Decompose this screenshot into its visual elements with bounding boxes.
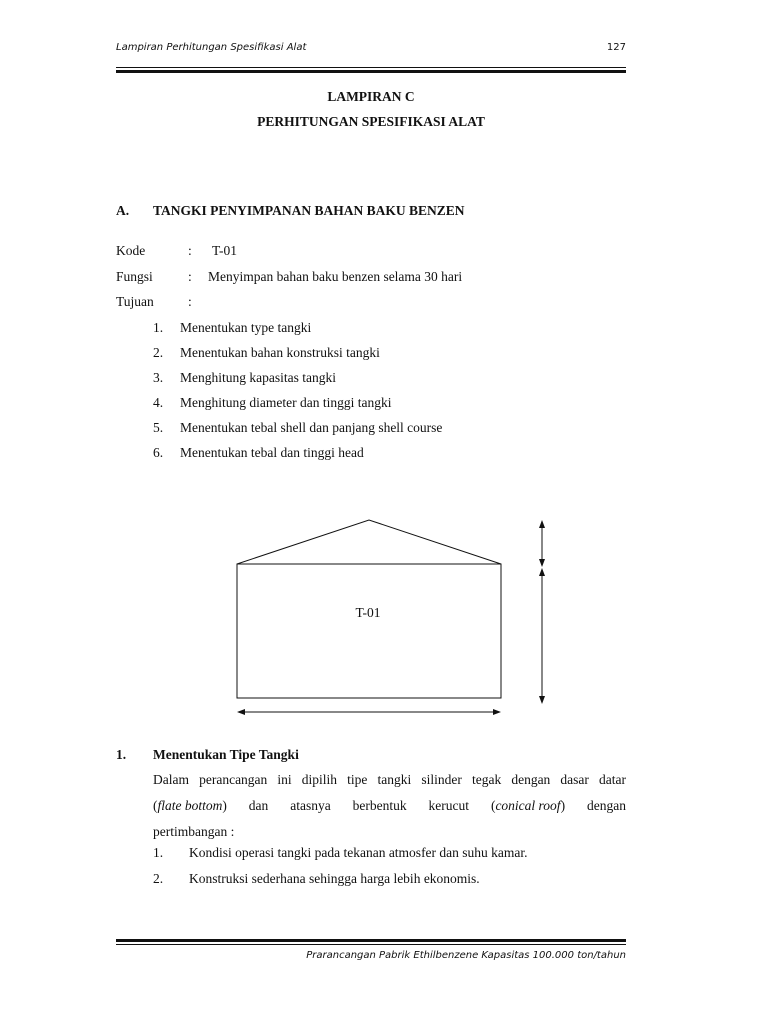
field-fungsi-colon: : (188, 269, 192, 284)
list-number: 3. (153, 370, 164, 385)
field-tujuan-label: Tujuan (116, 294, 154, 309)
list-text: Menghitung diameter dan tinggi tangki (180, 395, 392, 410)
field-kode-colon: : (188, 243, 192, 258)
paragraph-word: (flate bottom) (153, 798, 227, 813)
list-number: 1. (153, 320, 164, 335)
paragraph-word: berbentuk (352, 798, 407, 813)
field-tujuan-colon: : (188, 294, 192, 309)
diameter-arrow-head-right (493, 709, 501, 715)
field-kode-label: Kode (116, 243, 146, 258)
list-text: Menentukan bahan konstruksi tangki (180, 345, 380, 360)
tank-shell (237, 564, 501, 698)
section-1-title: Menentukan Tipe Tangki (153, 747, 299, 762)
list-number: 6. (153, 445, 164, 460)
field-kode-value: T-01 (212, 243, 238, 258)
list-text: Konstruksi sederhana sehingga harga lebih ekonomis. (189, 871, 480, 886)
paragraph-word: (conical roof) (490, 798, 566, 813)
list-number: 4. (153, 395, 164, 410)
paragraph-word: atasnya (290, 798, 331, 813)
appendix-subtitle: PERHITUNGAN SPESIFIKASI ALAT (257, 114, 485, 129)
paragraph-word: dengan (586, 798, 626, 813)
list-number: 1. (153, 845, 164, 860)
list-text: Menghitung kapasitas tangki (180, 370, 336, 385)
list-text: Menentukan tebal dan tinggi head (180, 445, 364, 460)
paragraph-line-3: pertimbangan : (153, 824, 235, 839)
footer-rule-thin (116, 944, 626, 945)
list-text: Menentukan tebal shell dan panjang shell course (180, 420, 443, 435)
paragraph-line-1: Dalam perancangan ini dipilih tipe tangki silinder tegak dengan dasar datar (153, 772, 626, 787)
header-title: Lampiran Perhitungan Spesifikasi Alat (116, 42, 307, 53)
page-number: 127 (606, 42, 626, 53)
paragraph-word: kerucut (428, 798, 470, 813)
shell-arrow-head-top (539, 568, 545, 576)
paragraph-line-2 (153, 793, 626, 819)
shell-arrow-head-bottom (539, 696, 545, 704)
tank-label: T-01 (355, 605, 381, 620)
paragraph-word: dan (248, 798, 269, 813)
list-text: Menentukan type tangki (180, 320, 312, 335)
list-number: 2. (153, 871, 164, 886)
section-a-title: TANGKI PENYIMPANAN BAHAN BAKU BENZEN (153, 203, 465, 218)
section-a-number: A. (116, 203, 130, 218)
section-1-number: 1. (116, 747, 127, 762)
footer-rule-thick (116, 939, 626, 942)
diameter-arrow-head-left (237, 709, 245, 715)
list-text: Kondisi operasi tangki pada tekanan atmosfer dan suhu kamar. (189, 845, 528, 860)
roof-arrow-head-bottom (539, 559, 545, 567)
running-footer: Prarancangan Pabrik Ethilbenzene Kapasitas 100.000 ton/tahun (306, 950, 626, 961)
paragraph (153, 767, 626, 845)
roof-arrow-head-top (539, 520, 545, 528)
list-number: 2. (153, 345, 164, 360)
field-fungsi-value: Menyimpan bahan baku benzen selama 30 hari (208, 269, 463, 284)
appendix-title: LAMPIRAN C (327, 89, 415, 104)
conical-roof (237, 520, 501, 564)
list-number: 5. (153, 420, 164, 435)
field-fungsi-label: Fungsi (116, 269, 153, 284)
